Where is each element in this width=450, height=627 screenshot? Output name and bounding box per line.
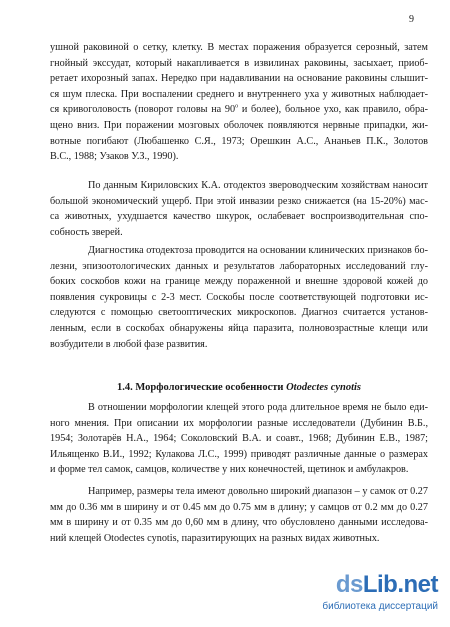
text-line: В.С., 1988; Узаков У.З., 1990). (50, 151, 179, 163)
text-line: ушной раковиной о сетку, клетку. В местах поражения образуется серозный, затем (50, 42, 428, 53)
text-line: и форме тел самок, самцов, количестве у них конечностей, щетинок и амбулакров. (50, 464, 409, 476)
text-line: гнойный экссудат, который накапливается в извилинах раковины, засыхает, приоб- (50, 57, 428, 69)
text-line: вотные погибают (Любашенко С.Я., 1973; Орешкин А.С., Ананьев П.К., Золотов (50, 135, 428, 147)
paragraph-economic-damage (50, 178, 428, 240)
species-name: Otodectes cynotis (286, 382, 362, 393)
text-line: В отношении морфологии клещей этого рода длительное время не было еди- (88, 402, 428, 413)
paragraph-diagnostics (50, 243, 428, 352)
watermark-subtitle: библиотека диссертаций (322, 601, 438, 612)
text-line: Диагностика отодектоза проводится на основании клинических признаков бо- (88, 245, 428, 256)
text-line: Ильященко В.И., 1992; Кулакова Л.С., 1999) приводят различные данные о размерах (50, 448, 428, 460)
text-line: ний клещей Otodectes cynotis, паразитирующих на разных видах животных. (50, 532, 380, 544)
text-line: появления сукровицы с 2-3 мест. Соскобы после соответствующей подготовки ис- (50, 291, 428, 303)
text-line: ретает ихорозный запах. Нередко при надавливании на основание раковины слышит- (50, 73, 428, 85)
text-line: следуются с помощью светооптических микроскопов. Диагноз считается установ- (50, 307, 428, 319)
text-line: ся шум плеска. При воспалении среднего и внутреннего уха у животных наблюдает- (50, 88, 428, 100)
paragraph-morphology (50, 400, 428, 478)
dslib-watermark (298, 571, 438, 619)
text-line: 1954; Золотарёв Н.А., 1964; Соколовский В.А. и соавт., 1968; Дубинин Е.В., 1987; (50, 433, 428, 445)
text-line: са животных, ухудшается качество шкурок, ослабевает воспроизводительная спо- (50, 211, 428, 223)
text-line: собность зверей. (50, 226, 123, 238)
text-line: мм до 0.36 мм в ширину и от 0.45 мм до 0.75 мм в длину; у самцов от 0.2 мм до 0.27 (50, 501, 428, 513)
text-line: щено вниз. При поражении мозговых оболочек появляются нервные припадки, жи- (50, 119, 428, 131)
text-line: ленным, если в соскобах обнаружены яйца паразита, полновозрастные клещи или (50, 322, 428, 334)
text-line: большой экономический ущерб. При этой инвазии резко снижается (на 15-20%) мас- (50, 195, 428, 207)
section-heading: 1.4. Морфологические особенности Otodectes cynotis (116, 382, 362, 393)
paragraph-body-sizes (50, 484, 428, 546)
text-line: лезни, эпизоотологических данных и результатов лабораторных исследований глу- (50, 260, 428, 272)
paragraph-ear-lesions (50, 40, 428, 165)
dslib-logo: dsLib.net (335, 571, 438, 598)
text-line: По данным Кириловских К.А. отодектоз звероводческим хозяйствам наносит (88, 180, 428, 191)
text-line: мм в ширину и от 0.35 мм до 0,60 мм в длину, что обусловлено данными исследова- (50, 517, 428, 529)
text-line: Например, размеры тела имеют довольно широкий диапазон – у самок от 0.27 (88, 486, 428, 497)
page-number: 9 (409, 14, 414, 25)
text-line: боких соскобов кожи на границе между пораженной и внешне здоровой кожей до (50, 276, 428, 288)
text-line: ся кривоголовость (поворот головы на $90^о$ и более), больное ухо, как правило, обра- (50, 103, 428, 116)
text-line: возбудители в любой фазе развития. (50, 338, 208, 350)
degree-superscript: о (235, 103, 239, 110)
text-line: ного мнения. При описании их морфологии разные исследователи (Дубинин В.Б., (50, 417, 428, 429)
